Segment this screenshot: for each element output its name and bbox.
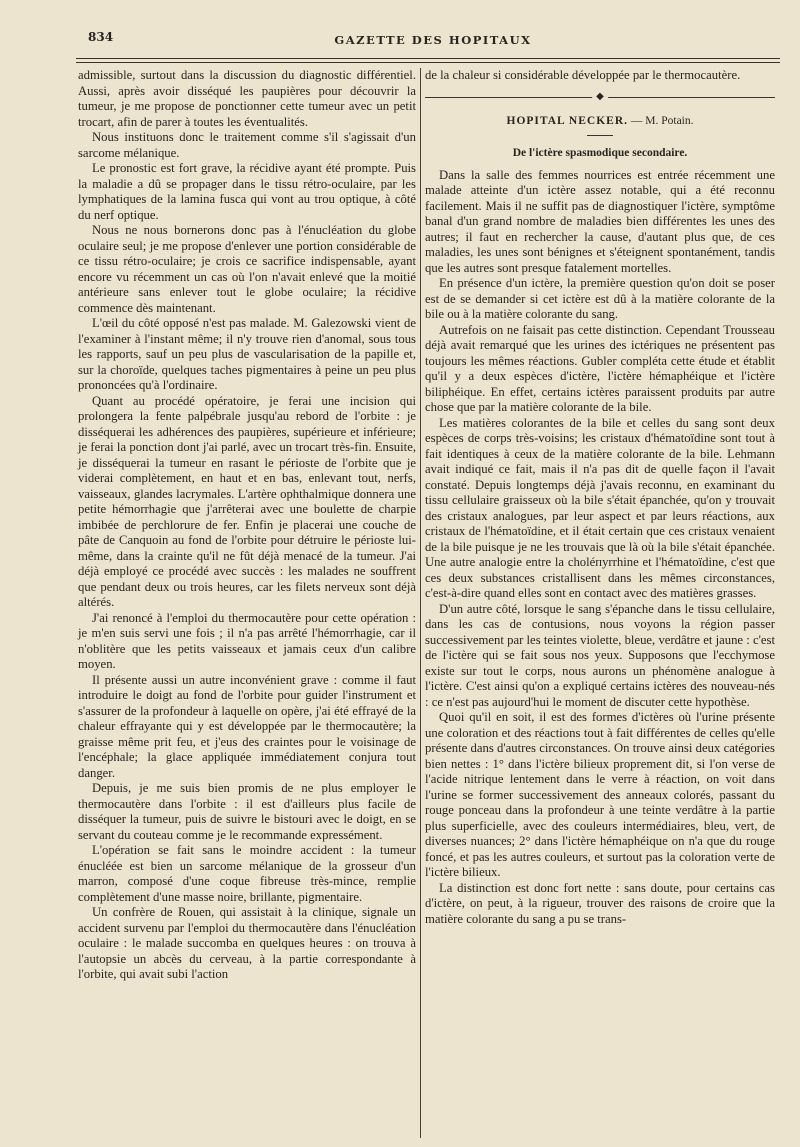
paragraph: En présence d'un ictère, la première question qu'on doit se poser est de se demander si cet ictère est dû à la matière colorante de la bile ou à la matière colorante du sang. [425,276,775,321]
paragraph: D'un autre côté, lorsque le sang s'épanche dans le tissu cellulaire, dans les cas de contusions, nous voyons la région passer successivement par les teintes violette, bleue, verdâtre et jaune : c'est de l'ictère qui se fait sous nos yeux. Supposons que l'ecchymose existe sur tout le corps, nous aurons un phénomène analogue à l'ictère. C'est ainsi qu'on a expliqué certains ictères des nouveau-nés : ce n'est pas aujourd'hui le moment de discuter cette hypothèse. [425,601,775,709]
paragraph: Nous ne nous bornerons donc pas à l'énucléation du globe oculaire seul; je me propose d'enlever une portion considérable de ce tissu rétro-oculaire; je crois ce sacrifice indispensable, ayant encore vu récemment un cas où l'on n'avait enlevé que la moitié antérieure sans enlever tout le globe oculaire; la récidive commence dès maintenant. [78,223,416,315]
paragraph: Quant au procédé opératoire, je ferai une incision qui prolongera la fente palpébrale jusqu'au rebord de l'orbite : je disséquerai les adhérences des paupières, supérieure et inférieure; je ferai la ponction dont j'ai parlé, avec un trocart très-fin. Ensuite, je disséquerai la tumeur en rasant le périoste de l'orbite que je viderai complètement, en haut et en bas, enlevant tout, nerfs, vaisseaux, glandes lacrymales. L'artère ophthalmique donnera une petite hémorrhagie que j'arrêterai avec une boulette de charpie imbibée de perchlorure de fer. Enfin je placerai une couche de pâte de Canquoin au fond de l'orbite pour détruire le périoste lui-même, dans la crainte qu'il ne fût déjà menacé de la tumeur. J'ai déjà employé ce procédé avec succès : les malades ne souffrent que pendant deux ou trois heures, car les filets nerveux sont déjà altérés. [78,393,416,609]
left-column [78,68,416,983]
paragraph: L'opération se fait sans le moindre accident : la tumeur énucléée est bien un sarcome mélanique de la grosseur d'un marron, composé d'une coque fibreuse très-mince, remplie complètement d'une masse noire, brillante, pigmentaire. [78,843,416,904]
paragraph: Depuis, je me suis bien promis de ne plus employer le thermocautère dans l'orbite : il est d'ailleurs plus facile de disséquer la tumeur, puis de suivre le bistouri avec le doigt, en se servant du couteau comme je le recommande expressément. [78,781,416,842]
paragraph: Les matières colorantes de la bile et celles du sang sont deux espèces de corps très-voisins; les cristaux d'hématoïdine sont tout à fait identiques à ceux de la matière colorante de la bile. Lehmann avait indiqué ce fait, mais il n'a pas dit de quelle façon il l'avait constaté. Depuis longtemps déjà j'avais reconnu, en examinant du tissu cellulaire graisseux où la bile s'était épanchée, qu'on y trouvait des cristaux analogues, par leur aspect et par leurs réactions, aux cristaux de l'hématoïdine, et il était certain que ces cristaux venaient de la bile puisque je ne les trouvais que là où la bile s'était épanchée. Une autre analogie entre la choléпyrrhine et l'hématoïdine, c'est que ces deux substances cristallisent dans les mêmes circonstances, c'est-à-dire quand elles sont en contact avec des matières grasses. [425,415,775,600]
article-title: De l'ictère spasmodique secondaire. [512,147,688,159]
diamond-ornament-icon: ◆ [592,90,608,104]
paragraph: L'œil du côté opposé n'est pas malade. M. Galezowski vient de l'examiner à l'instant même; il n'y trouve rien d'anomal, sous tous les rapports, sauf un peu plus de vascularisation de la papille et, sur la choroïde, quelques taches pigmentaires à peine un peu plus prononcées qu'à l'ordinaire. [78,316,416,392]
journal-title: GAZETTE DES HOPITAUX [334,33,532,47]
paragraph: admissible, surtout dans la discussion du diagnostic différentiel. Aussi, après avoir disséqué les paupières pour découvrir la tumeur, je me propose de ponctionner cette tumeur avec un petit trocart, afin de parer à toutes les éventualités. [78,68,416,129]
paragraph: Autrefois on ne faisait pas cette distinction. Cependant Trousseau déjà avait remarqué que les urines des ictériques ne présentent pas toujours les mêmes réactions. Gubler compléta cette étude et établit qu'il y a deux espèces d'ictère, l'ictère hémaphéique et l'ictère biliphéique. En effet, certains ictères paraissent produits par autre chose que par la matière colorante de la bile. [425,322,775,414]
page-number: 834 [88,30,114,44]
paragraph: Nous instituons donc le traitement comme s'il s'agissait d'un sarcome mélanique. [78,130,416,160]
paragraph: Il présente aussi un autre inconvénient grave : comme il faut introduire le doigt au fond de l'orbite pour guider l'instrument et s'assurer de la profondeur à laquelle on opère, j'ai été effrayé de la chaleur effrayante qui y est développée par le thermocautère; la graisse même prit feu, et j'eus des craintes pour le voisinage de l'encéphale; la glace appliquée immédiatement conjura tout danger. [78,672,416,780]
paragraph: Le pronostic est fort grave, la récidive ayant été prompte. Puis la maladie a dû se propager dans le tissu rétro-oculaire, par les lymphatiques de la lamina fusca qui vont au trou optique, à côté du nerf optique. [78,161,416,222]
paragraph: Dans la salle des femmes nourrices est entrée récemment une malade atteinte d'un ictère assez notable, qui a été reconnu facilement. Mais il ne suffit pas de diagnostiquer l'ictère, symptôme banal d'un grand nombre de maladies bien différentes les unes des autres; il faut en rechercher la cause, d'autant plus que, de ces maladies, les unes sont bénignes et s'éteignent spontanément, tandis que les autres sont presque fatalement mortelles. [425,167,775,275]
header-rule-thin [76,62,780,63]
right-column [425,68,775,927]
column-divider [420,68,421,1138]
paragraph: La distinction est donc fort nette : sans doute, pour certains cas d'ictère, on peut, à la rigueur, trouver des raisons de croire que la matière colorante du sang a pu se trans- [425,880,775,926]
hospital-name: HOPITAL NECKER. [506,114,628,127]
paragraph: Un confrère de Rouen, qui assistait à la clinique, signale un accident survenu par l'emploi du thermocautère dans l'énucléation oculaire : le malade succomba en quelques heures : on trouva à l'autopsie un abcès du cerveau, à la partie correspondante à l'orbite, qui avait subi l'action [78,905,416,981]
paragraph: J'ai renoncé à l'emploi du thermocautère pour cette opération : je m'en suis servi une fois ; il n'a pas arrêté l'hémorrhagie, car il n'oblitère que les petits vaisseaux et jamais ceux d'un calibre moyen. [78,610,416,671]
paragraph: de la chaleur si considérable développée par le thermocautère. [425,68,741,82]
short-rule [587,135,613,136]
header-rule [76,58,780,59]
paragraph: Quoi qu'il en soit, il est des formes d'ictères où l'urine présente une coloration et des réactions tout à fait différentes de celles qu'elle présente dans d'autres circonstances. On trouve ainsi deux catégories bien nettes : 1° dans l'ictère bilieux proprement dit, si l'on verse de l'acide nitrique lentement dans le verre à réaction, on voit dans l'urine se former successivement des anneaux colorés, passant du rouge ponceau dans la profondeur à une teinte verdâtre à la partie plus superficielle, avec des couleurs intermédiaires, bleu, vert, de diverses nuances; 2° dans l'ictère hémaphéique on n'a que du rouge foncé, et pas les autres couleurs, et surtout pas la coloration verte de l'ictère bilieux. [425,710,775,879]
section-divider [425,90,775,104]
page-header [88,30,778,56]
lecturer-name: — M. Potain. [630,114,694,127]
hospital-heading [425,114,775,130]
